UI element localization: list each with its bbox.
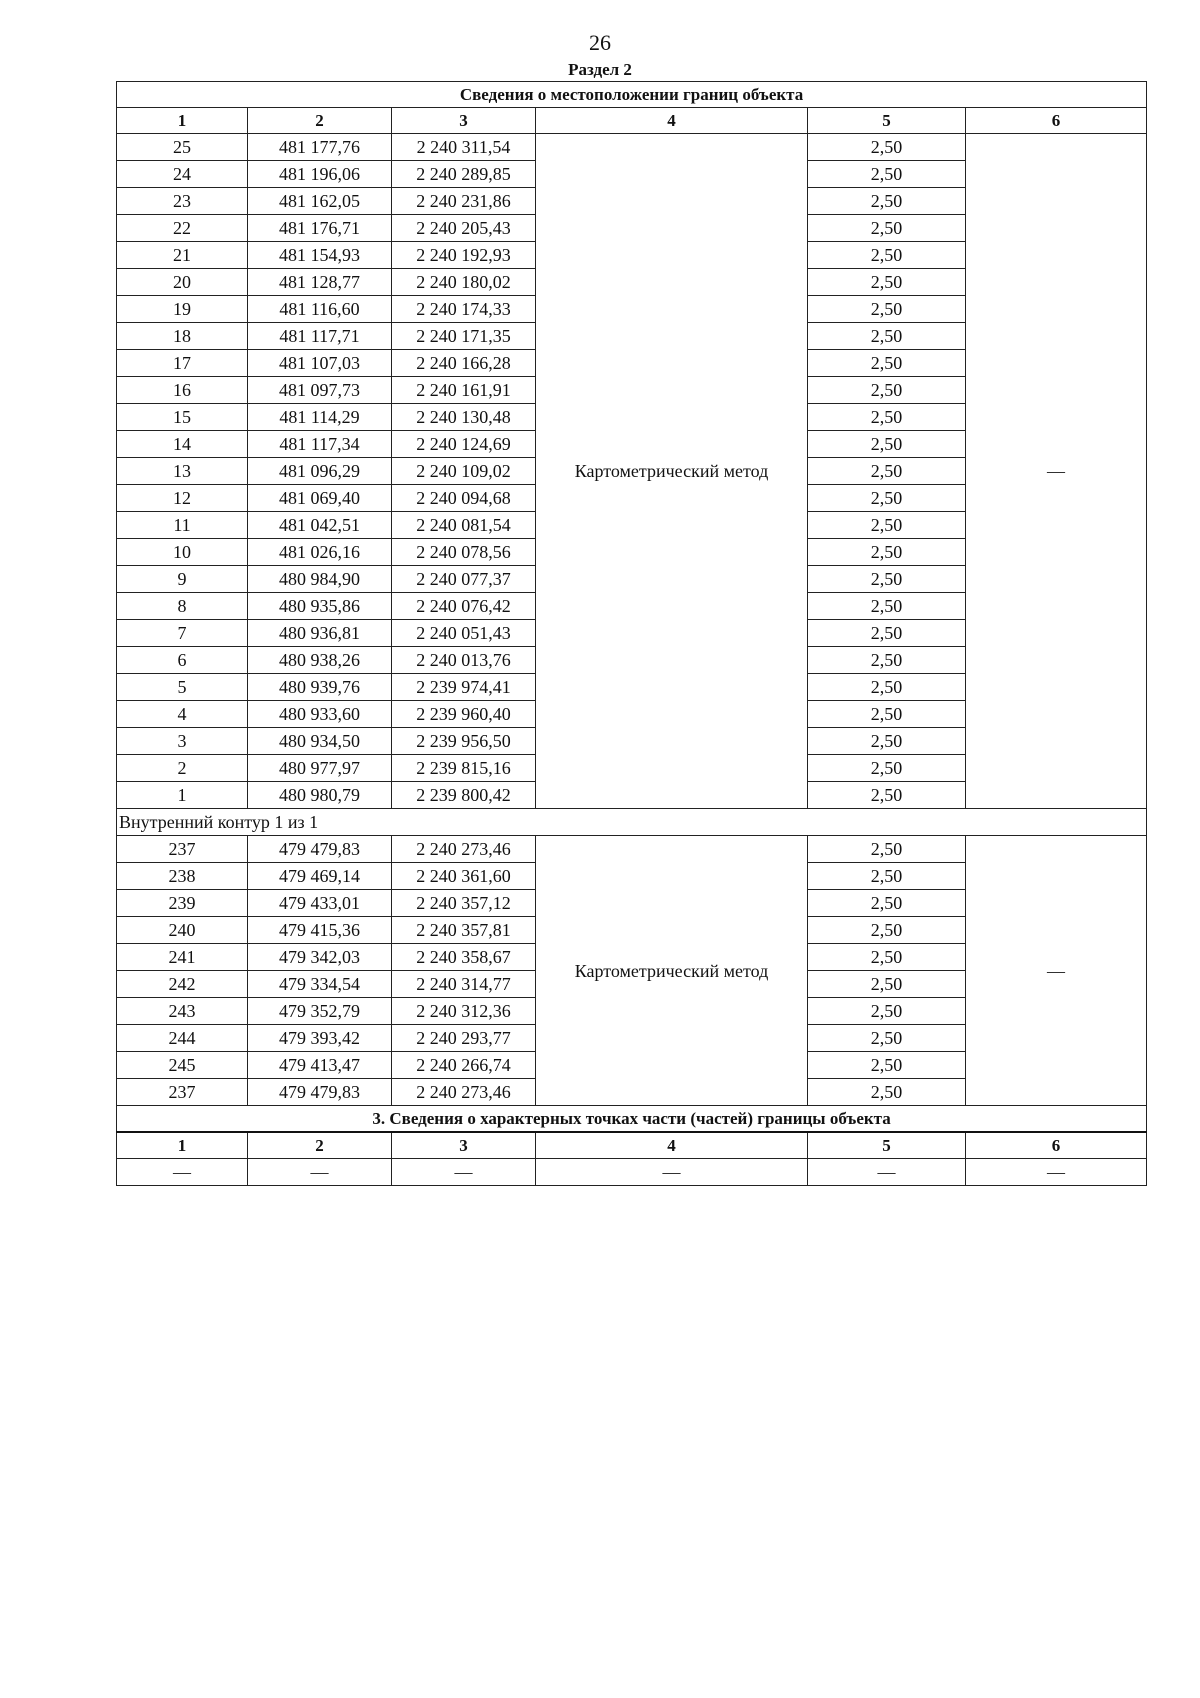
column-header: 2: [248, 1132, 392, 1159]
point-number: 242: [117, 971, 248, 998]
point-number: 16: [117, 377, 248, 404]
section-label: Раздел 2: [568, 60, 632, 79]
point-number: 12: [117, 485, 248, 512]
remarks-cell: —: [966, 134, 1147, 809]
point-number: 15: [117, 404, 248, 431]
coordinate-x: 481 176,71: [248, 215, 392, 242]
point-number: 5: [117, 674, 248, 701]
table-row: [117, 1159, 1147, 1186]
point-number: 241: [117, 944, 248, 971]
accuracy-value: 2,50: [808, 1079, 966, 1106]
coordinate-x: 479 469,14: [248, 863, 392, 890]
accuracy-value: 2,50: [808, 836, 966, 863]
table-title-row: [117, 82, 1147, 108]
point-number: 245: [117, 1052, 248, 1079]
coordinate-y: 2 240 192,93: [392, 242, 536, 269]
coordinate-y: 2 240 076,42: [392, 593, 536, 620]
coordinate-x: 481 177,76: [248, 134, 392, 161]
point-number: 14: [117, 431, 248, 458]
coordinate-x: 481 116,60: [248, 296, 392, 323]
coordinate-y: 2 240 166,28: [392, 350, 536, 377]
column-header: 5: [808, 108, 966, 134]
accuracy-value: 2,50: [808, 1025, 966, 1052]
coordinate-x: 481 097,73: [248, 377, 392, 404]
point-number: 244: [117, 1025, 248, 1052]
column-header: 6: [966, 1132, 1147, 1159]
accuracy-value: 2,50: [808, 485, 966, 512]
coordinate-y: 2 240 266,74: [392, 1052, 536, 1079]
method-cell: Картометрический метод: [536, 836, 808, 1106]
coordinate-y: 2 240 205,43: [392, 215, 536, 242]
accuracy-value: 2,50: [808, 296, 966, 323]
coordinate-y: 2 240 289,85: [392, 161, 536, 188]
accuracy-value: 2,50: [808, 620, 966, 647]
accuracy-value: 2,50: [808, 863, 966, 890]
coordinate-x: 479 413,47: [248, 1052, 392, 1079]
remarks-cell: —: [966, 836, 1147, 1106]
point-number: 1: [117, 782, 248, 809]
point-number: 2: [117, 755, 248, 782]
table-body: [117, 82, 1147, 1186]
coordinate-y: 2 240 094,68: [392, 485, 536, 512]
coordinate-y: 2 240 231,86: [392, 188, 536, 215]
boundary-table: [116, 81, 1147, 1186]
accuracy-value: 2,50: [808, 323, 966, 350]
point-number: 3: [117, 728, 248, 755]
coordinate-x: 479 415,36: [248, 917, 392, 944]
coordinate-y: 2 240 311,54: [392, 134, 536, 161]
point-number: 22: [117, 215, 248, 242]
accuracy-value: 2,50: [808, 782, 966, 809]
section3-title-row: [117, 1106, 1147, 1133]
coordinate-x: 480 980,79: [248, 782, 392, 809]
column-header-row: [117, 108, 1147, 134]
coordinate-y: 2 240 180,02: [392, 269, 536, 296]
accuracy-value: 2,50: [808, 242, 966, 269]
inner-contour-label: Внутренний контур 1 из 1: [117, 809, 1147, 836]
coordinate-x: 480 934,50: [248, 728, 392, 755]
accuracy-value: 2,50: [808, 971, 966, 998]
accuracy-value: 2,50: [808, 404, 966, 431]
coordinate-y: 2 240 273,46: [392, 1079, 536, 1106]
empty-cell: —: [117, 1159, 248, 1186]
point-number: 18: [117, 323, 248, 350]
accuracy-value: 2,50: [808, 566, 966, 593]
coordinate-x: 481 026,16: [248, 539, 392, 566]
coordinate-y: 2 240 013,76: [392, 647, 536, 674]
coordinate-y: 2 239 956,50: [392, 728, 536, 755]
coordinate-y: 2 240 361,60: [392, 863, 536, 890]
table-row: [117, 134, 1147, 161]
empty-cell: —: [392, 1159, 536, 1186]
point-number: 23: [117, 188, 248, 215]
coordinate-y: 2 239 974,41: [392, 674, 536, 701]
accuracy-value: 2,50: [808, 890, 966, 917]
table-row: [117, 836, 1147, 863]
coordinate-y: 2 240 109,02: [392, 458, 536, 485]
coordinate-y: 2 240 293,77: [392, 1025, 536, 1052]
point-number: 9: [117, 566, 248, 593]
point-number: 20: [117, 269, 248, 296]
point-number: 237: [117, 836, 248, 863]
accuracy-value: 2,50: [808, 755, 966, 782]
coordinate-x: 481 117,71: [248, 323, 392, 350]
coordinate-y: 2 240 171,35: [392, 323, 536, 350]
column-header: 3: [392, 108, 536, 134]
coordinate-y: 2 240 051,43: [392, 620, 536, 647]
point-number: 240: [117, 917, 248, 944]
coordinate-x: 481 042,51: [248, 512, 392, 539]
coordinate-x: 481 114,29: [248, 404, 392, 431]
coordinate-y: 2 239 960,40: [392, 701, 536, 728]
accuracy-value: 2,50: [808, 134, 966, 161]
column-header: 3: [392, 1132, 536, 1159]
coordinate-x: 481 162,05: [248, 188, 392, 215]
section3-header-row: [117, 1132, 1147, 1159]
coordinate-x: 481 107,03: [248, 350, 392, 377]
accuracy-value: 2,50: [808, 998, 966, 1025]
accuracy-value: 2,50: [808, 377, 966, 404]
accuracy-value: 2,50: [808, 215, 966, 242]
coordinate-x: 480 933,60: [248, 701, 392, 728]
coordinate-x: 480 935,86: [248, 593, 392, 620]
column-header: 4: [536, 108, 808, 134]
point-number: 19: [117, 296, 248, 323]
coordinate-x: 480 939,76: [248, 674, 392, 701]
point-number: 10: [117, 539, 248, 566]
point-number: 237: [117, 1079, 248, 1106]
coordinate-y: 2 240 124,69: [392, 431, 536, 458]
coordinate-y: 2 240 077,37: [392, 566, 536, 593]
column-header: 6: [966, 108, 1147, 134]
point-number: 13: [117, 458, 248, 485]
coordinate-x: 481 069,40: [248, 485, 392, 512]
coordinate-x: 480 984,90: [248, 566, 392, 593]
point-number: 6: [117, 647, 248, 674]
point-number: 7: [117, 620, 248, 647]
coordinate-y: 2 240 078,56: [392, 539, 536, 566]
coordinate-x: 479 433,01: [248, 890, 392, 917]
accuracy-value: 2,50: [808, 269, 966, 296]
coordinate-y: 2 240 357,12: [392, 890, 536, 917]
coordinate-x: 479 352,79: [248, 998, 392, 1025]
accuracy-value: 2,50: [808, 728, 966, 755]
empty-cell: —: [808, 1159, 966, 1186]
coordinate-x: 480 936,81: [248, 620, 392, 647]
method-cell: Картометрический метод: [536, 134, 808, 809]
accuracy-value: 2,50: [808, 647, 966, 674]
coordinate-x: 479 479,83: [248, 836, 392, 863]
coordinate-y: 2 239 815,16: [392, 755, 536, 782]
coordinate-y: 2 240 357,81: [392, 917, 536, 944]
coordinate-y: 2 239 800,42: [392, 782, 536, 809]
coordinate-x: 481 128,77: [248, 269, 392, 296]
accuracy-value: 2,50: [808, 917, 966, 944]
coordinate-y: 2 240 081,54: [392, 512, 536, 539]
section3-title: 3. Сведения о характерных точках части (частей) границы объекта: [117, 1106, 1147, 1133]
coordinate-x: 480 938,26: [248, 647, 392, 674]
accuracy-value: 2,50: [808, 539, 966, 566]
column-header: 1: [117, 1132, 248, 1159]
page-number: 26: [589, 30, 611, 55]
empty-cell: —: [966, 1159, 1147, 1186]
point-number: 25: [117, 134, 248, 161]
inner-contour-label-row: [117, 809, 1147, 836]
point-number: 238: [117, 863, 248, 890]
coordinate-y: 2 240 273,46: [392, 836, 536, 863]
column-header: 2: [248, 108, 392, 134]
accuracy-value: 2,50: [808, 512, 966, 539]
coordinate-x: 479 334,54: [248, 971, 392, 998]
accuracy-value: 2,50: [808, 593, 966, 620]
point-number: 4: [117, 701, 248, 728]
accuracy-value: 2,50: [808, 701, 966, 728]
accuracy-value: 2,50: [808, 1052, 966, 1079]
coordinate-y: 2 240 174,33: [392, 296, 536, 323]
point-number: 21: [117, 242, 248, 269]
coordinate-y: 2 240 314,77: [392, 971, 536, 998]
accuracy-value: 2,50: [808, 350, 966, 377]
column-header: 4: [536, 1132, 808, 1159]
coordinate-y: 2 240 130,48: [392, 404, 536, 431]
accuracy-value: 2,50: [808, 188, 966, 215]
empty-cell: —: [248, 1159, 392, 1186]
coordinate-y: 2 240 161,91: [392, 377, 536, 404]
column-header: 1: [117, 108, 248, 134]
point-number: 239: [117, 890, 248, 917]
point-number: 11: [117, 512, 248, 539]
accuracy-value: 2,50: [808, 161, 966, 188]
coordinate-x: 479 393,42: [248, 1025, 392, 1052]
point-number: 243: [117, 998, 248, 1025]
accuracy-value: 2,50: [808, 458, 966, 485]
coordinate-y: 2 240 358,67: [392, 944, 536, 971]
accuracy-value: 2,50: [808, 944, 966, 971]
coordinate-x: 479 342,03: [248, 944, 392, 971]
coordinate-y: 2 240 312,36: [392, 998, 536, 1025]
point-number: 8: [117, 593, 248, 620]
coordinate-x: 479 479,83: [248, 1079, 392, 1106]
empty-cell: —: [536, 1159, 808, 1186]
table-title: Сведения о местоположении границ объекта: [117, 82, 1147, 108]
coordinate-x: 481 154,93: [248, 242, 392, 269]
coordinate-x: 480 977,97: [248, 755, 392, 782]
accuracy-value: 2,50: [808, 674, 966, 701]
coordinate-x: 481 196,06: [248, 161, 392, 188]
coordinate-x: 481 096,29: [248, 458, 392, 485]
point-number: 17: [117, 350, 248, 377]
coordinate-x: 481 117,34: [248, 431, 392, 458]
point-number: 24: [117, 161, 248, 188]
accuracy-value: 2,50: [808, 431, 966, 458]
column-header: 5: [808, 1132, 966, 1159]
